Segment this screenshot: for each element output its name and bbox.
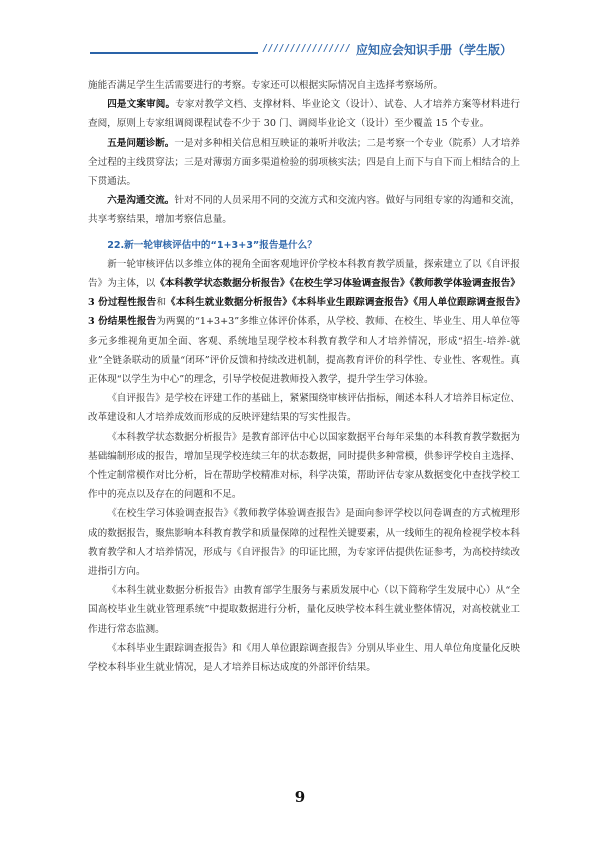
overview-process-reports: 《本科教学状态数据分析报告》《在校生学习体验调查报告》《教师教学体验调查报告》3 份过程性报告 (88, 278, 520, 309)
lead-document-review: 四是文案审阅。 (107, 99, 176, 111)
handbook-title: 应知应会知识手册（学生版） (356, 43, 513, 57)
lead-problem-diagnosis: 五是问题诊断。 (107, 137, 175, 149)
lead-communication: 六是沟通交流。 (107, 195, 175, 207)
paragraph-self-evaluation-report: 《自评报告》是学校在评建工作的基础上，紧紧围绕审核评估指标，阐述本科人才培养目标定位、改革建设和人才培养成效而形成的反映评建结果的写实性报告。 (88, 393, 520, 424)
page-number: 9 (294, 788, 306, 806)
body-document-review: 专家对教学文档、支撑材料、毕业论文（设计）、试卷、人才培养方案等材料进行查阅，原则上专家组调阅课程试卷不少于 30 门、调阅毕业论文（设计）至少覆盖 15 个专业。 (88, 99, 521, 130)
page-header (0, 40, 600, 64)
paragraph-1-3-3-overview (88, 255, 520, 389)
overview-part-e: 为两翼的“1+3+3”多维立体评价体系，从学校、教师、在校生、毕业生、用人单位等多元多维视角更加全面、客观、系统地呈现学校本科教育教学和人才培养情况，形成“招生-培养-就业”全链条联动的质量“闭环”评价反馈和持续改进机制，提高教育评价的科学性、专业性、客观性。真正体现“以学生为中心”的理念，引导学校促进教师投入教学，提升学生学习体验。 (88, 316, 520, 386)
body-problem-diagnosis: 一是对多种相关信息相互映证的兼听并收法；二是考察一个专业（院系）人才培养全过程的主线贯穿法；三是对薄弱方面多渠道检验的弱项核实法；四是自上而下与自下而上相结合的上下贯通法。 (88, 137, 520, 188)
paragraph-continued: 施能否满足学生生活需要进行的考察。专家还可以根据实际情况自主选择考察场所。 (88, 80, 443, 91)
header-rule (90, 52, 258, 54)
overview-result-reports: 《本科生就业数据分析报告》《本科毕业生跟踪调查报告》《用人单位跟踪调查报告》3 份结果性报告 (88, 297, 521, 328)
section-heading-22: 22.新一轮审核评估中的“1+3+3”报告是什么？ (107, 239, 317, 251)
paragraph-document-review (88, 95, 520, 133)
page-body (88, 76, 520, 677)
paragraph-communication (88, 191, 520, 229)
body-communication: 针对不同的人员采用不同的交流方式和交流内容。做好与同组专家的沟通和交流，共享考察结果，增加考察信息量。 (88, 195, 520, 226)
overview-conjunction: 和 (156, 297, 167, 309)
header-slash-decoration: //////////////// (262, 43, 351, 54)
paragraph-survey-reports: 《在校生学习体验调查报告》《教师教学体验调查报告》是面向参评学校以问卷调查的方式梳理形成的数据报告，聚焦影响本科教育教学和质量保障的过程性关键要素，从一线师生的视角检视学校本科教育教学和人才培养情况，形成与《自评报告》的印证比照，为专家评估提供佐证参考，为高校持续改进指引方向。 (88, 508, 520, 578)
paragraph-problem-diagnosis (88, 134, 520, 192)
paragraph-status-data-report: 《本科教学状态数据分析报告》是教育部评估中心以国家数据平台每年采集的本科教育教学数据为基础编制形成的报告，增加呈现学校连续三年的状态数据，同时提供多种常模，供参评学校自主选择、个性定制常模作对比分析，旨在帮助学校精准对标，科学决策，帮助评估专家从数据变化中查找学校工作中的亮点以及存在的问题和不足。 (88, 431, 520, 501)
paragraph-employment-data-report: 《本科生就业数据分析报告》由教育部学生服务与素质发展中心（以下简称学生发展中心）从“全国高校毕业生就业管理系统”中提取数据进行分析，量化反映学校本科生就业整体情况，对高校就业工作进行常态监测。 (88, 585, 520, 635)
overview-part-a: 新一轮审核评估以多维立体的视角全面客观地评价学校本科教育教学质量，探索建立了以《自评报告》为主体，以 (88, 258, 520, 290)
paragraph-tracking-reports: 《本科毕业生跟踪调查报告》和《用人单位跟踪调查报告》分别从毕业生、用人单位角度量化反映学校本科毕业生就业情况，是人才培养目标达成度的外部评价结果。 (88, 642, 520, 674)
